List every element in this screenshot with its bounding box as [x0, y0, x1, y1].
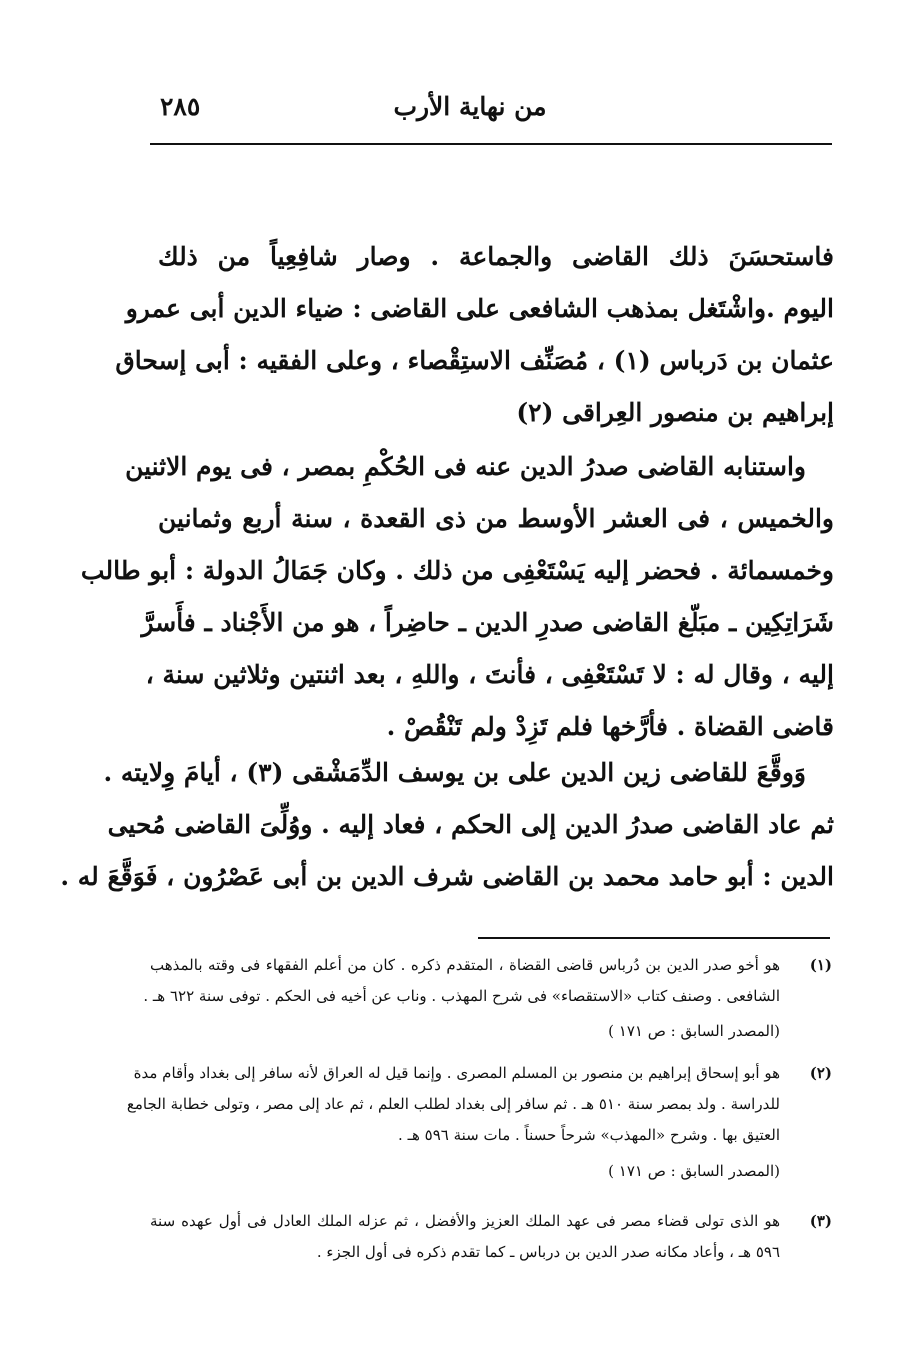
footnote-line: هو أبو إسحاق إبراهيم بن منصور بن المسلم المصرى . وإنما قيل له العراق لأنه سافر إلى بغداد وأقام مدة	[133, 1064, 780, 1082]
text-line: والخميس ، فى العشر الأوسط من ذى القعدة ، سنة أربع وثمانين	[158, 504, 834, 533]
footnote-marker: (٢)	[809, 1064, 832, 1082]
running-title: من نهاية الأرب	[393, 92, 547, 121]
text-line: وَوقَّعَ للقاضى زين الدين على بن يوسف الدِّمَشْقى (٣) ، أيامَ وِلايته .	[103, 758, 806, 787]
text-line: وخمسمائة . فحضر إليه يَسْتَعْفِى من ذلك . وكان جَمَالُ الدولة : أبو طالب	[80, 556, 834, 585]
text-line: الدين : أبو حامد محمد بن القاضى شرف الدين بن أبى عَصْرُون ، فَوَقَّعَ له .	[60, 862, 834, 891]
text-line: شَرَاتِكِين ـ مبَلّغ القاضى صدرِ الدين ـ حاضِراً ، هو من الأَجْناد ـ فأَسرَّ	[141, 608, 834, 637]
footnote-line: هو أخو صدر الدين بن دُرباس قاضى القضاة ، المتقدم ذكره . كان من أعلم الفقهاء فى وقته بالمذهب	[150, 956, 780, 974]
text-line: إبراهيم بن منصور العِراقى (٢)	[516, 398, 834, 427]
footnote-rule	[478, 937, 830, 939]
text-line: قاضى القضاة . فأرَّخها فلم تَزِدْ ولم تَنْقُصْ .	[386, 712, 834, 741]
footnote-source: (المصدر السابق : ص ١٧١ )	[608, 1162, 780, 1180]
text-line: فاستحسَنَ ذلك القاضى والجماعة . وصار شافِعِياً من ذلك	[158, 242, 834, 271]
footnote-line: ٥٩٦ هـ ، وأعاد مكانه صدر الدين بن درباس ـ كما تقدم ذكره فى أول الجزء .	[316, 1243, 780, 1261]
text-line: ثم عاد القاضى صدرُ الدين إلى الحكم ، فعاد إليه . ووُلِّىَ القاضى مُحيى	[107, 810, 834, 839]
text-line: إليه ، وقال له : لا تَسْتَعْفِى ، فأنتَ ، واللهِ ، بعد اثنتين وثلاثين سنة ،	[145, 660, 834, 689]
text-line: واستنابه القاضى صدرُ الدين عنه فى الحُكْمِ بمصر ، فى يوم الاثنين	[125, 452, 806, 481]
footnote-line: الشافعى . وصنف كتاب «الاستقصاء» فى شرح المهذب . وناب عن أخيه فى الحكم . توفى سنة ٦٢٢ هـ .	[143, 987, 780, 1005]
footnote-line: للدراسة . ولد بمصر سنة ٥١٠ هـ . ثم سافر إلى بغداد لطلب العلم ، ثم عاد إلى مصر ، وتولى خطابة الجامع	[126, 1095, 780, 1113]
text-line: عثمان بن دَرباس (١) ، مُصَنِّف الاستِقْصاء ، وعلى الفقيه : أبى إسحاق	[115, 346, 834, 375]
text-line: اليوم .واشْتَغل بمذهب الشافعى على القاضى : ضياء الدين أبى عمرو	[125, 294, 834, 323]
footnote-source: (المصدر السابق : ص ١٧١ )	[608, 1022, 780, 1040]
footnote-line: هو الذى تولى قضاء مصر فى عهد الملك العزيز والأفضل ، ثم عزله الملك العادل فى أول عهده سنة	[150, 1212, 780, 1230]
header-rule	[150, 143, 832, 145]
page-number: ٢٨٥	[160, 92, 201, 121]
footnote-line: العتيق بها . وشرح «المهذب» شرحاً حسناً . مات سنة ٥٩٦ هـ .	[398, 1126, 780, 1144]
footnote-marker: (٣)	[809, 1212, 832, 1230]
footnote-marker: (١)	[809, 956, 832, 974]
